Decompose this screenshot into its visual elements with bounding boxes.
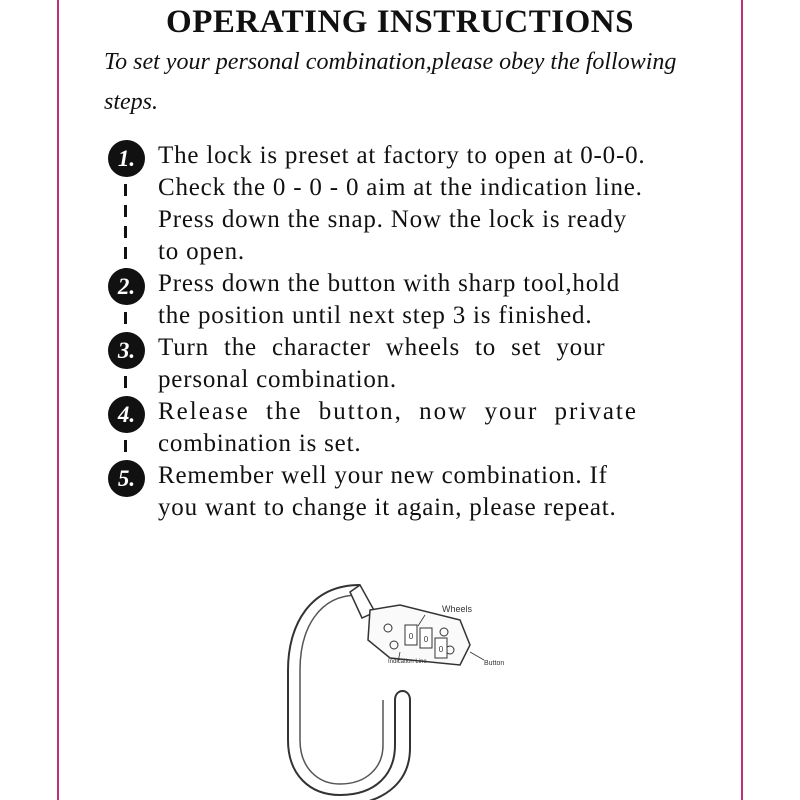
step-line: The lock is preset at factory to open at 0-0-0. (158, 142, 646, 169)
step-line: Check the 0 - 0 - 0 aim at the indication line. (158, 174, 643, 201)
step-line: Release the button, now your private (158, 398, 638, 425)
step-line: to open. (158, 238, 245, 265)
step-number-badge: 3. (108, 332, 145, 369)
step-text (158, 332, 728, 396)
step-line: Turn the character wheels to set your (158, 334, 606, 361)
left-border-line (57, 0, 59, 800)
button-label: Button (484, 660, 505, 667)
step-line: the position until next step 3 is finished. (158, 302, 593, 329)
step-line: Press down the snap. Now the lock is ready (158, 206, 627, 233)
step-number-badge: 2. (108, 268, 145, 305)
right-border-line (741, 0, 743, 800)
step-connector (124, 440, 127, 461)
indication-line-label: Indication Line (388, 659, 427, 665)
step-text (158, 268, 728, 332)
step-line: Remember well your new combination. If (158, 462, 608, 489)
step-number-badge: 1. (108, 140, 145, 177)
page-title: OPERATING INSTRUCTIONS (166, 4, 634, 40)
wheel-digit: 0 (423, 635, 429, 644)
wheel-digit: 0 (438, 645, 444, 654)
step-number-badge: 5. (108, 460, 145, 497)
step-line: Press down the button with sharp tool,hold (158, 270, 621, 297)
wheel-digit: 0 (408, 632, 414, 641)
step-text (158, 460, 728, 524)
step-text (158, 396, 728, 460)
step-number-badge: 4. (108, 396, 145, 433)
intro-text: To set your personal combination,please obey the following steps. (104, 49, 677, 115)
step-line: combination is set. (158, 430, 362, 457)
step-text (158, 140, 728, 268)
wheels-label: Wheels (442, 604, 473, 614)
lock-body (368, 605, 470, 665)
step-connector (124, 376, 127, 397)
lock-diagram (270, 570, 530, 800)
step-line: you want to change it again, please repeat. (158, 494, 617, 521)
step-connector (124, 312, 127, 333)
step-line: personal combination. (158, 366, 397, 393)
